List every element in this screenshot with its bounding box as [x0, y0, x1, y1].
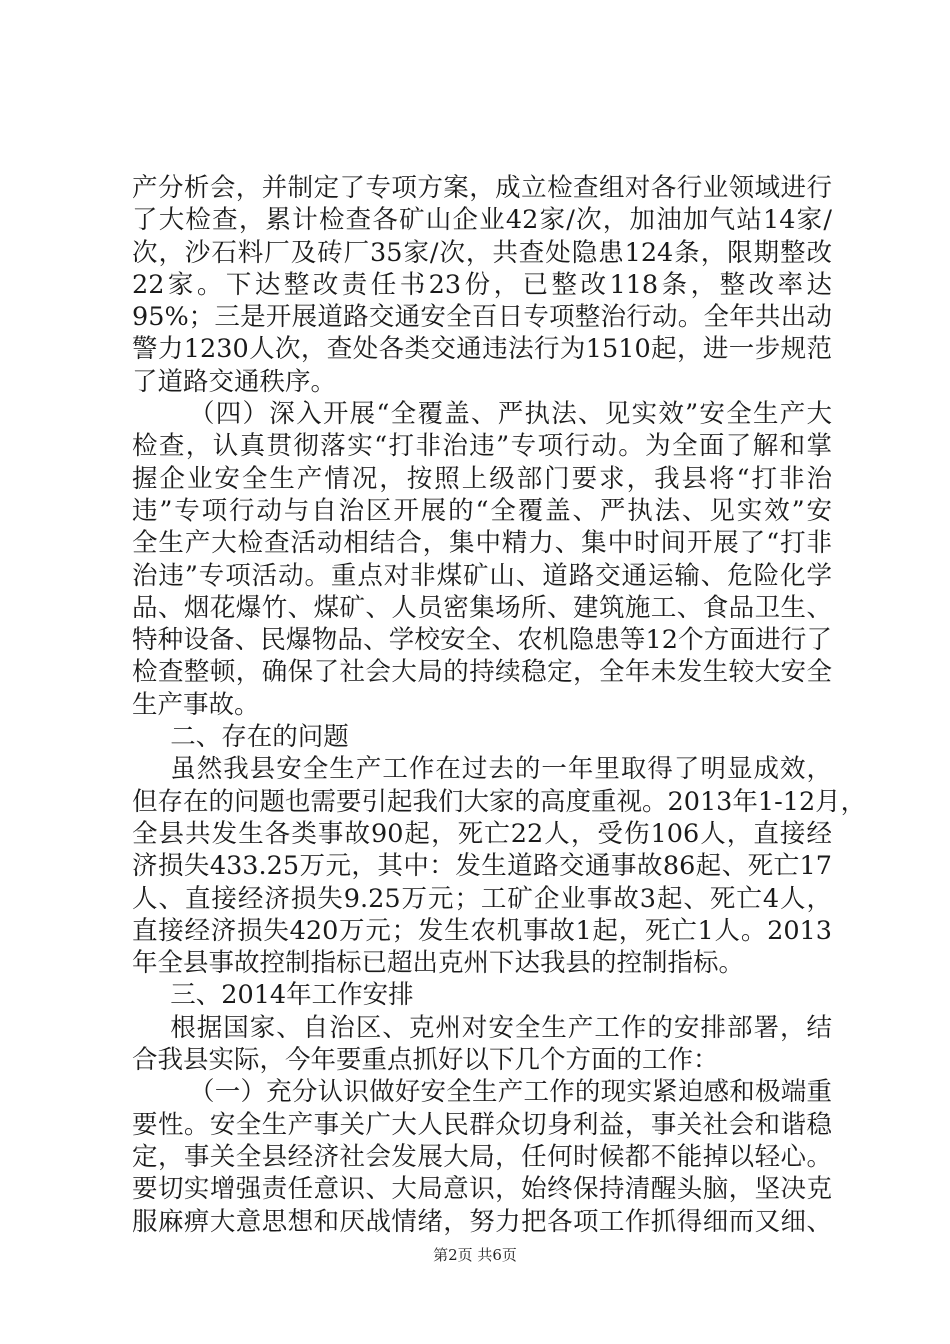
- text-line: 直接经济损失420万元；发生农机事故1起，死亡1人。2013: [132, 915, 832, 946]
- text-line: 22家。下达整改责任书23份，已整改118条，整改率达: [132, 269, 832, 300]
- text-line: 定，事关全县经济社会发展大局，任何时候都不能掉以轻心。: [132, 1141, 832, 1172]
- text-line: 产分析会，并制定了专项方案，成立检查组对各行业领域进行: [132, 173, 832, 203]
- text-line: （四）深入开展“全覆盖、严执法、见实效”安全生产大: [189, 399, 832, 430]
- text-line: 三、2014年工作安排: [170, 980, 414, 1011]
- text-line: 了道路交通秩序。: [132, 366, 337, 397]
- text-line: 全生产大检查活动相结合，集中精力、集中时间开展了“打非: [132, 528, 832, 559]
- text-line: 全县共发生各类事故90起，死亡22人，受伤106人，直接经: [132, 818, 832, 849]
- text-line: 检查整顿，确保了社会大局的持续稳定，全年未发生较大安全: [132, 657, 832, 688]
- text-line: 要性。安全生产事关广大人民群众切身利益，事关社会和谐稳: [132, 1109, 832, 1140]
- text-line: 握企业安全生产情况，按照上级部门要求，我县将“打非治: [132, 463, 832, 494]
- text-line: 服麻痹大意思想和厌战情绪，努力把各项工作抓得细而又细、: [132, 1206, 832, 1237]
- page-footer: 第2页 共6页: [433, 1246, 517, 1264]
- text-line: 检查，认真贯彻落实“打非治违”专项行动。为全面了解和掌: [132, 431, 832, 462]
- document-body: [132, 172, 867, 1238]
- text-line: 生产事故。: [132, 689, 260, 720]
- text-line: 特种设备、民爆物品、学校安全、农机隐患等12个方面进行了: [132, 625, 832, 656]
- text-line: 合我县实际，今年要重点抓好以下几个方面的工作：: [132, 1045, 719, 1076]
- text-line: 违”专项行动与自治区开展的“全覆盖、严执法、见实效”安: [132, 495, 832, 526]
- text-line: 治违”专项活动。重点对非煤矿山、道路交通运输、危险化学: [132, 560, 832, 591]
- text-line: 根据国家、自治区、克州对安全生产工作的安排部署，结: [170, 1012, 832, 1043]
- text-line: 虽然我县安全生产工作在过去的一年里取得了明显成效，: [170, 754, 832, 785]
- text-line: 次，沙石料厂及砖厂35家/次，共查处隐患124条，限期整改: [132, 237, 832, 268]
- text-line: 济损失433.25万元，其中：发生道路交通事故86起、死亡17: [132, 851, 832, 882]
- text-line: 人、直接经济损失9.25万元；工矿企业事故3起、死亡4人，: [132, 883, 832, 914]
- text-line: 但存在的问题也需要引起我们大家的高度重视。2013年1-12月，: [132, 786, 867, 817]
- text-line: 了大检查，累计检查各矿山企业42家/次，加油加气站14家/: [132, 205, 832, 236]
- text-line: 警力1230人次，查处各类交通违法行为1510起，进一步规范: [132, 334, 832, 365]
- text-line: 95%；三是开展道路交通安全百日专项整治行动。全年共出动: [132, 302, 832, 333]
- text-line: 年全县事故控制指标已超出克州下达我县的控制指标。: [132, 948, 745, 979]
- text-line: 品、烟花爆竹、煤矿、人员密集场所、建筑施工、食品卫生、: [132, 592, 832, 623]
- text-line: （一）充分认识做好安全生产工作的现实紧迫感和极端重: [189, 1077, 832, 1108]
- text-line: 要切实增强责任意识、大局意识，始终保持清醒头脑，坚决克: [132, 1174, 832, 1205]
- text-line: 二、存在的问题: [170, 722, 349, 753]
